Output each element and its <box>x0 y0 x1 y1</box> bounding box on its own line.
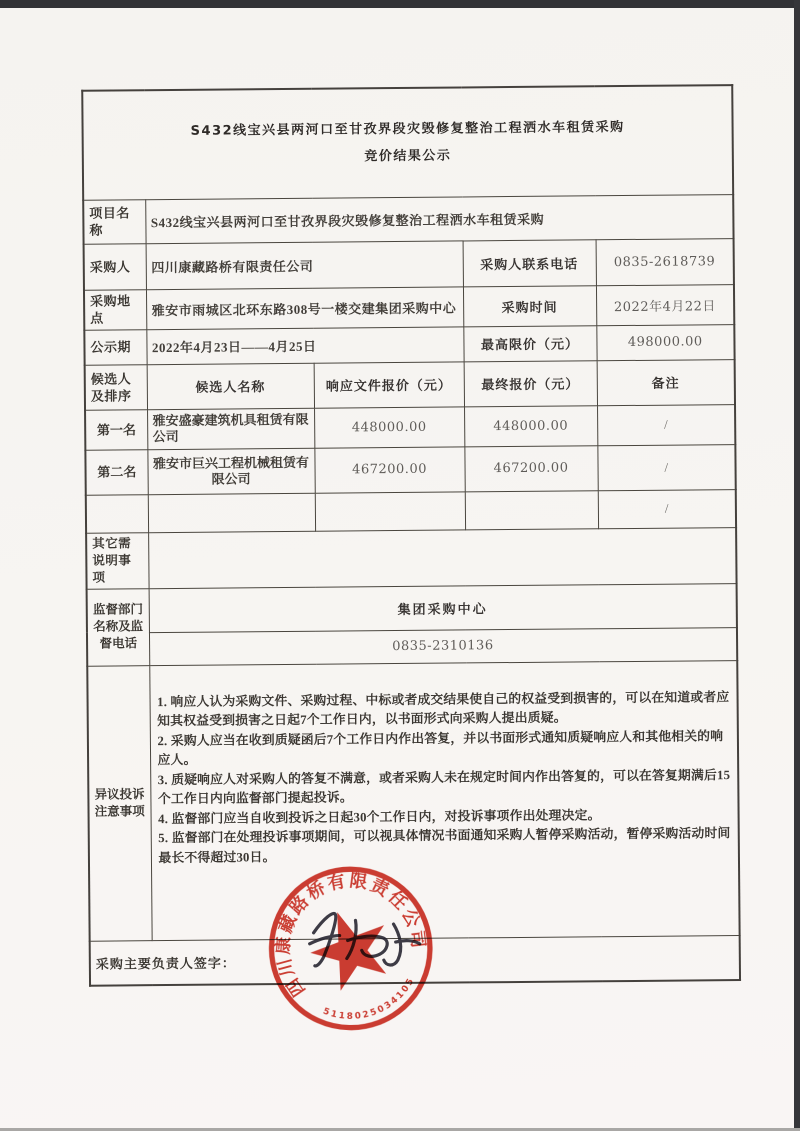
candidate-remark: / <box>598 489 736 528</box>
objection-label: 异议投诉注意事项 <box>87 665 151 941</box>
signature-label: 采购主要负责人签字： <box>95 955 236 972</box>
objection-item: 1. 响应人认为采购文件、采购过程、中标或者成交结果使自己的权益受到损害的，可以在知道或者应知其权益受到损害之日起7个工作日内，以书面形式向采购人提出质疑。 <box>157 689 730 729</box>
objection-item: 3. 质疑响应人对采购人的答复不满意，或者采购人未在规定时间内作出答复的，可以在答复期满后15个工作日内向监督部门提起投诉。 <box>157 767 731 807</box>
publicity-period-label: 公示期 <box>84 329 146 365</box>
other-notes-label: 其它需说明事项 <box>86 532 148 589</box>
seal-number: 5118025034105 <box>321 975 418 1022</box>
supervision-dept: 集团采购中心 <box>149 583 737 632</box>
max-price-value: 498000.00 <box>596 324 734 360</box>
purchase-time-value: 2022年4月22日 <box>596 284 734 325</box>
title-line-2: 竞价结果公示 <box>364 148 452 165</box>
objection-item: 5. 监督部门在处理投诉事项期间，可以视具体情况书面通知采购人暂停采购活动，暂停采购活动时间最长不得超过30日。 <box>158 826 731 865</box>
max-price-label: 最高限价（元） <box>463 325 596 361</box>
seal-star-icon <box>300 898 400 996</box>
table-row <box>86 489 736 533</box>
candidate-doc-price: 448000.00 <box>314 406 464 447</box>
final-price-header: 最终报价（元） <box>464 360 597 406</box>
other-notes-value <box>148 527 737 588</box>
title-line-1: S432线宝兴县两河口至甘孜界段灾毁修复整治工程洒水车租赁采购 <box>190 119 625 139</box>
remark-header: 备注 <box>597 359 735 405</box>
candidate-final-price <box>465 490 598 529</box>
table-row <box>85 444 735 495</box>
objection-item: 2. 采购人应当在收到质疑函后7个工作日内作出答复，并以书面形式通知质疑响应人和其他相关的响应人。 <box>157 728 724 768</box>
candidate-name <box>148 493 315 532</box>
seal-company-name: 四川康藏路桥有限责任公司 <box>273 871 428 1000</box>
result-table <box>81 84 741 987</box>
candidate-doc-price: 467200.00 <box>314 446 464 492</box>
rank-column-header: 候选人及排序 <box>85 364 147 410</box>
purchaser-label: 采购人 <box>84 243 146 290</box>
supervision-phone: 0835-2310136 <box>149 627 737 665</box>
doc-price-header: 响应文件报价（元） <box>314 361 464 407</box>
location-label: 采购地点 <box>84 289 146 330</box>
candidate-name: 雅安盛豪建筑机具租赁有限公司 <box>147 408 314 449</box>
project-name-value: S432线宝兴县两河口至甘孜界段灾毁修复整治工程洒水车租赁采购 <box>145 194 733 243</box>
table-row <box>85 404 735 450</box>
objection-item: 4. 监督部门应当自收到投诉之日起30个工作日内，对投诉事项作出处理决定。 <box>158 808 601 826</box>
location-value: 雅安市雨城区北环东路308号一楼交建集团采购中心 <box>146 286 463 329</box>
candidate-rank: 第二名 <box>85 449 147 495</box>
document-title <box>82 85 733 200</box>
candidate-final-price: 467200.00 <box>464 445 597 491</box>
company-seal-stamp <box>262 860 440 1038</box>
purchaser-value: 四川康藏路桥有限责任公司 <box>146 240 463 289</box>
candidate-name: 雅安市巨兴工程机械租赁有限公司 <box>147 448 314 494</box>
candidate-remark: / <box>597 444 735 490</box>
candidate-remark: / <box>597 404 735 445</box>
scan-edge-top <box>0 0 800 8</box>
candidate-rank <box>86 494 148 533</box>
purchase-time-label: 采购时间 <box>463 285 596 326</box>
scan-edge-right <box>794 0 800 1131</box>
supervision-label: 监督部门名称及监督电话 <box>87 588 150 666</box>
candidate-final-price: 448000.00 <box>464 405 597 446</box>
candidate-rank: 第一名 <box>85 409 147 450</box>
purchaser-phone-label: 采购人联系电话 <box>463 239 596 286</box>
publicity-period-value: 2022年4月23日——4月25日 <box>146 326 463 364</box>
candidate-name-header: 候选人名称 <box>147 363 314 409</box>
candidate-doc-price <box>315 491 465 530</box>
project-name-label: 项目名称 <box>83 199 145 244</box>
purchaser-phone-value: 0835-2618739 <box>596 238 734 285</box>
